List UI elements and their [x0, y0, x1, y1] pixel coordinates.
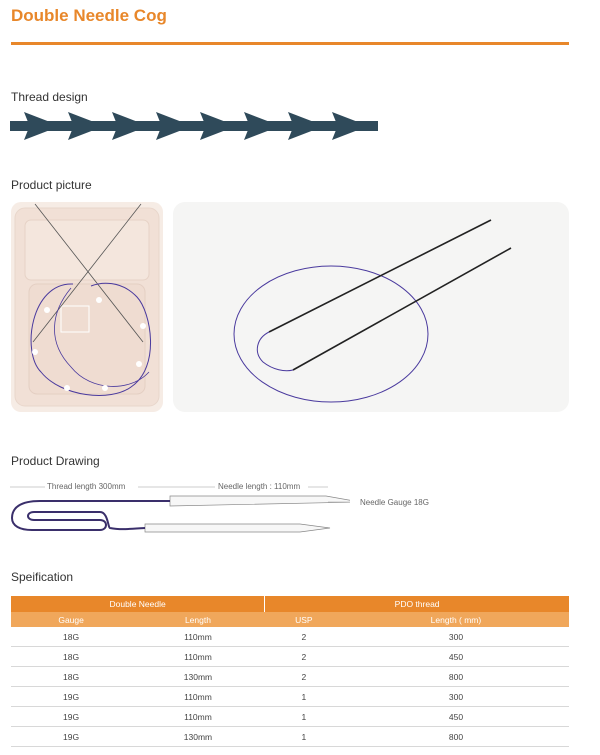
table-row	[11, 667, 569, 687]
page-title: Double Needle Cog	[11, 6, 167, 25]
cell-thread-length: 300	[343, 627, 569, 647]
cell-usp: 1	[265, 727, 343, 747]
cell-usp: 1	[265, 687, 343, 707]
product-drawing-heading: Product Drawing	[11, 454, 100, 468]
table-row	[11, 647, 569, 667]
title-divider	[11, 42, 569, 45]
cell-length: 110mm	[131, 627, 265, 647]
cell-thread-length: 800	[343, 667, 569, 687]
cell-gauge: 19G	[11, 727, 131, 747]
group-header-double-needle: Double Needle	[11, 596, 265, 612]
cell-gauge: 18G	[11, 627, 131, 647]
product-thread-photo	[173, 202, 569, 412]
column-header-usp: USP	[265, 612, 343, 627]
table-row	[11, 707, 569, 727]
product-package-photo	[11, 202, 163, 412]
cell-length: 110mm	[131, 687, 265, 707]
table-row	[11, 727, 569, 747]
cell-usp: 2	[265, 667, 343, 687]
cell-gauge: 18G	[11, 667, 131, 687]
thread-design-illustration	[10, 112, 382, 142]
table-row	[11, 687, 569, 707]
cell-length: 110mm	[131, 707, 265, 727]
cell-gauge: 19G	[11, 687, 131, 707]
column-header-thread-length: Length ( mm)	[343, 612, 569, 627]
cell-gauge: 19G	[11, 707, 131, 727]
cell-length: 110mm	[131, 647, 265, 667]
thread-design-heading: Thread design	[11, 90, 88, 104]
cell-gauge: 18G	[11, 647, 131, 667]
needle-length-label: Needle length : 110mm	[218, 482, 301, 491]
table-row	[11, 627, 569, 647]
cell-thread-length: 800	[343, 727, 569, 747]
thread-length-label: Thread length 300mm	[47, 482, 126, 491]
specification-table	[11, 596, 569, 747]
column-header-gauge: Gauge	[11, 612, 131, 627]
cell-usp: 2	[265, 627, 343, 647]
specification-heading: Speification	[11, 570, 74, 584]
cell-length: 130mm	[131, 667, 265, 687]
cell-thread-length: 300	[343, 687, 569, 707]
cell-usp: 1	[265, 707, 343, 727]
cell-thread-length: 450	[343, 647, 569, 667]
group-header-pdo-thread: PDO thread	[265, 596, 569, 612]
cell-usp: 2	[265, 647, 343, 667]
cell-thread-length: 450	[343, 707, 569, 727]
needle-gauge-label: Needle Gauge 18G	[360, 498, 429, 507]
column-header-length: Length	[131, 612, 265, 627]
product-picture-heading: Product picture	[11, 178, 92, 192]
cell-length: 130mm	[131, 727, 265, 747]
